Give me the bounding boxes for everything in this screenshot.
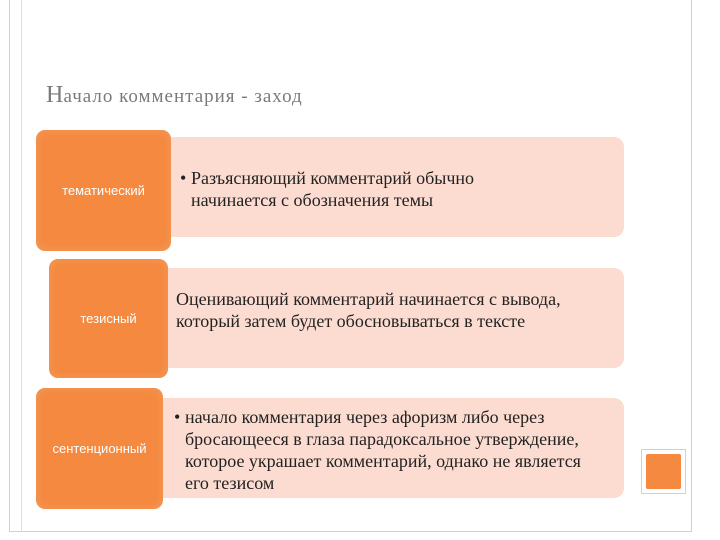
description-text-2: Оценивающий комментарий начинается с вывода, который затем будет обосновываться в тексте (176, 289, 561, 331)
decorative-frame-outer-left (9, 0, 10, 532)
label-text-3: сентенционный (52, 441, 147, 456)
description-text-1: Разъясняющий комментарий обычно начинается с обозначения темы (191, 168, 475, 210)
bullet-mark: • (180, 168, 187, 188)
bullet-mark: • (174, 407, 181, 427)
label-box-3 (36, 388, 163, 509)
decorative-frame-left (21, 0, 22, 532)
corner-decoration (641, 449, 686, 494)
slide-title (46, 82, 303, 109)
description-panel-1 (150, 137, 624, 237)
description-row-3 (174, 406, 604, 494)
description-panel-3 (150, 398, 624, 498)
decorative-frame-bottom (9, 531, 692, 532)
corner-square-icon (646, 454, 681, 489)
title-first-letter: Н (46, 82, 64, 108)
label-box-1 (36, 130, 171, 251)
label-text-1: тематический (62, 183, 145, 198)
description-row-2 (176, 288, 604, 332)
label-box-2 (49, 259, 168, 378)
description-panel-2 (150, 268, 624, 368)
title-rest: ачало комментария - заход (63, 86, 303, 107)
description-text-3: начало комментария через афоризм либо через бросающееся в глаза парадоксальное утверждение, которое украшает комментарий, однако не является его тезисом (185, 407, 581, 493)
decorative-frame-right (691, 0, 692, 532)
label-text-2: тезисный (80, 311, 137, 326)
description-row-1 (180, 167, 604, 211)
